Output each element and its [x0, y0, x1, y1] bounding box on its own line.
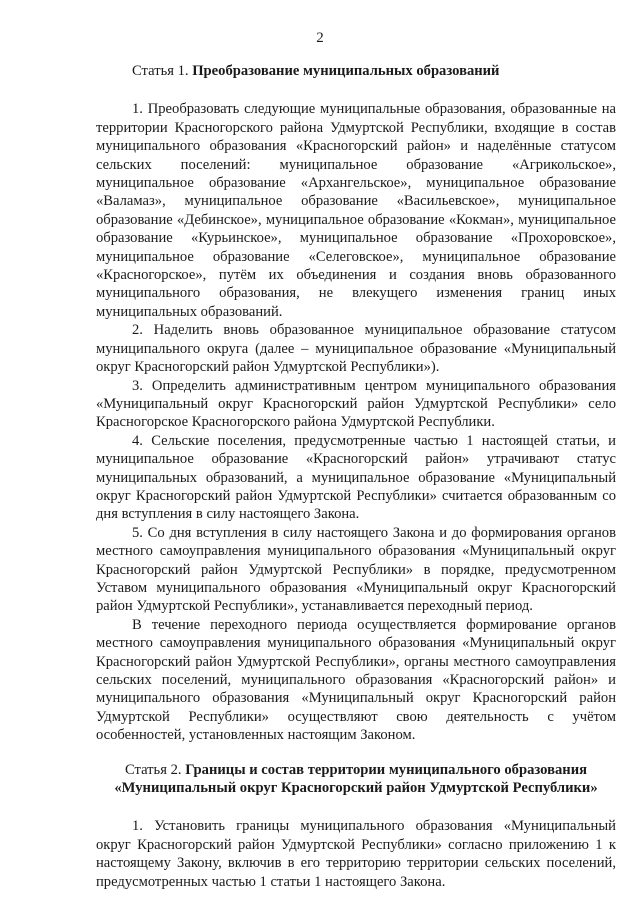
- article-2-paragraph-1: 1. Установить границы муниципального образования «Муниципальный округ Красногорский район Удмуртской Республики» согласно приложению 1 к настоящему Закону, включив в его территорию территории сельских поселений, предусмотренных частью 1 статьи 1 настоящего Закона.: [96, 818, 616, 890]
- article-1-paragraph-5: 5. Со дня вступления в силу настоящего Закона и до формирования органов местного самоуправления муниципального образования «Муниципальный округ Красногорский район Удмуртской Республики» в порядке, предусмотренном Уставом муниципального образования «Муниципальный округ Красногорский район Удмуртской Республики», устанавливается переходный период.: [96, 524, 616, 615]
- article-1-heading: [96, 62, 616, 80]
- document-body: [96, 62, 616, 891]
- article-1-paragraph-1: 1. Преобразовать следующие муниципальные образования, образованные на территории Красногорского района Удмуртской Республики, входящие в состав муниципального образования «Красногорский район» и наделённые статусом сельских поселений: муниципальное образование «Агрикольское», муниципальное образование «Архангельское», муниципальное образование «Валамаз», муниципальное образование «Васильевское», муниципальное образование «Дебинское», муниципальное образование «Кокман», муниципальное образование «Курьинское», муниципальное образование «Прохоровское», муниципальное образование «Селеговское», муниципальное образование «Красногорское», путём их объединения и создания вновь образованного муниципального образования, не влекущего изменения границ иных муниципальных образований.: [96, 101, 616, 320]
- page-number: 2: [316, 30, 324, 46]
- article-2-title: Границы и состав территории муниципального образования «Муниципальный округ Красногорский район Удмуртской Республики»: [114, 761, 598, 797]
- article-1-paragraph-4: 4. Сельские поселения, предусмотренные частью 1 настоящей статьи, и муниципальное образование «Красногорский район» утрачивают статус муниципальных образований, а муниципальное образование «Муниципальный округ Красногорский район Удмуртской Республики» считается образованным со дня вступления в силу настоящего Закона.: [96, 432, 616, 523]
- article-2-heading: [96, 761, 616, 798]
- article-1-paragraph-6: В течение переходного периода осуществляется формирование органов местного самоуправления муниципального образования «Муниципальный округ Красногорский район Удмуртской Республики», органы местного самоуправления сельских поселений, муниципального образования «Красногорский район» и муниципального образования «Муниципальный округ Красногорский район Удмуртской Республики» осуществляют свою деятельность с учётом особенностей, установленных настоящим Законом.: [96, 616, 616, 744]
- article-1-label: Статья 1.: [132, 63, 189, 79]
- article-2-label: Статья 2.: [124, 761, 182, 778]
- article-1-paragraph-3: 3. Определить административным центром муниципального образования «Муниципальный округ Красногорский район Удмуртской Республики» село Красногорское Красногорского района Удмуртской Республики.: [96, 377, 616, 431]
- article-1-title: Преобразование муниципальных образований: [192, 63, 500, 79]
- article-1-paragraph-2: 2. Наделить вновь образованное муниципальное образование статусом муниципального округа (далее – муниципальное образование «Муниципальный округ Красногорский район Удмуртской Республики»).: [96, 322, 616, 376]
